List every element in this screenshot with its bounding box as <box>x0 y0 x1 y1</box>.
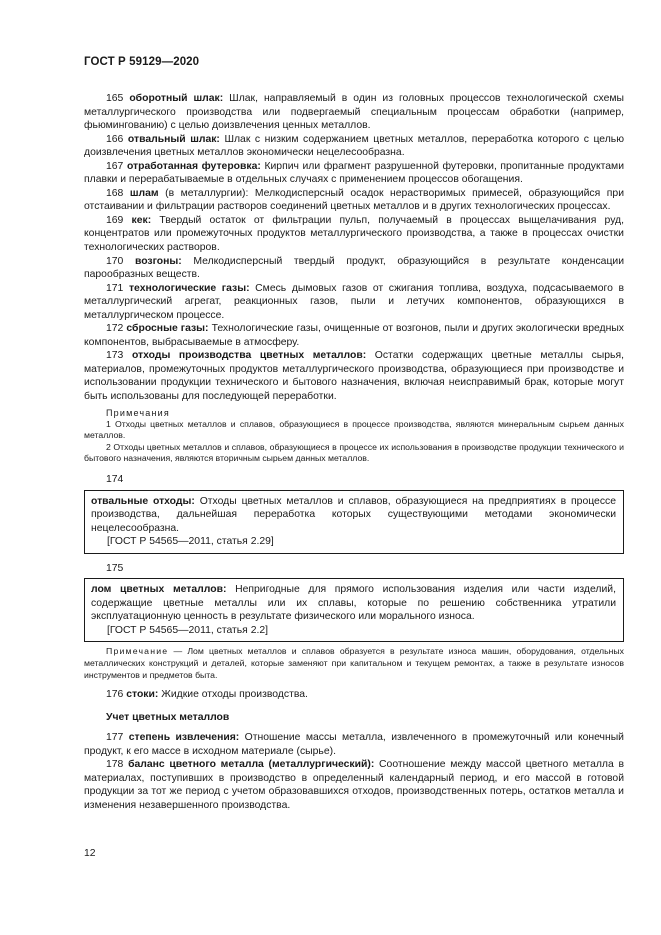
page-number: 12 <box>84 848 96 859</box>
term-definition <box>91 495 616 536</box>
term-entry-171 <box>84 282 624 323</box>
term-name: оборотный шлак: <box>129 93 224 104</box>
term-text: Мелкодисперсный твердый продукт, образующийся в результате конденсации парообразных веществ. <box>84 255 625 281</box>
term-entry-176 <box>84 688 624 702</box>
notes-heading: Примечания <box>106 407 170 418</box>
term-name: кек: <box>131 214 152 226</box>
term-number: 173 <box>106 350 124 362</box>
document-body <box>84 92 624 813</box>
term-entry-168 <box>84 187 624 214</box>
term-name: степень извлечения: <box>128 732 240 744</box>
term-number: 177 <box>106 732 124 744</box>
term-entry-169 <box>84 214 624 255</box>
term-text: Остатки содержащих цветные металлы сырья, материалов, промежуточных продуктов металлургического производства, образующиеся при производстве и использовании продукции технического и бытового назначения, включая неисправимый брак, которые могут быть использованы для последующей переработки. <box>84 350 624 403</box>
term-text: Технологические газы, очищенные от возгонов, пыли и других экологически вредных компонентов, выбрасываемые в атмосферу. <box>84 323 625 348</box>
source-reference: [ГОСТ Р 54565—2011, статья 2.29] <box>107 536 274 548</box>
term-entry-178 <box>84 758 624 812</box>
note-label: Примечание <box>106 646 169 657</box>
document-header: ГОСТ Р 59129—2020 <box>84 56 200 68</box>
note-item: 2 Отходы цветных металлов и сплавов, образующиеся в процессе их использования в производстве продукции технического и бытового назначения, являются вторичным сырьем данных металлов. <box>84 441 624 464</box>
section-title: Учет цветных металлов <box>106 711 230 723</box>
quoted-term-box-174 <box>84 490 624 554</box>
term-entry-173 <box>84 349 624 403</box>
term-number: 169 <box>106 214 124 226</box>
term-number: 178 <box>106 759 124 771</box>
term-name: технологические газы: <box>128 282 250 294</box>
term-entry-177 <box>84 731 624 758</box>
term-text: Шлак, направляемый в один из головных процессов технологической схемы металлургического производства или подвергаемый специальным процессам обработки (например, фьюмингованию) с целью доизвлечения ценных металлов. <box>84 93 625 132</box>
term-name: сбросные газы: <box>126 323 209 335</box>
term-number: 168 <box>106 187 124 199</box>
term-number-174: 174 <box>106 473 124 485</box>
term-name: отвальные отходы: <box>91 495 195 507</box>
note-175 <box>84 646 624 681</box>
term-name: баланс цветного металла (металлургический): <box>128 759 375 771</box>
term-number: 171 <box>106 282 124 294</box>
term-text: Кирпич или фрагмент разрушенной футеровки, пропитанные продуктами плавки и перерабатываемые в отдельных случаях с применением процессов обогащения. <box>84 160 624 186</box>
term-entry-172 <box>84 322 624 349</box>
term-name: лом цветных металлов: <box>91 584 227 596</box>
source-reference: [ГОСТ Р 54565—2011, статья 2.2] <box>107 624 269 636</box>
term-text: Шлак с низким содержанием цветных металлов, переработка которого с целью доизвлечения цветных металлов экономически нецелесообразна. <box>84 133 625 159</box>
term-number: 166 <box>106 133 124 145</box>
term-entry-166 <box>84 133 624 160</box>
term-text: Отношение массы металла, извлеченного в промежуточный или конечный продукт, к его массе в исходном материале (сырье). <box>84 732 624 757</box>
term-name: отвальный шлак: <box>127 133 220 145</box>
term-name: шлам <box>129 187 159 199</box>
term-name: отработанная футеровка: <box>126 160 261 172</box>
term-name: отходы производства цветных металлов: <box>131 350 367 362</box>
terms-list-a <box>84 92 624 404</box>
term-text: Соотношение между массой цветного металла в материалах, поступивших в производство в определенный календарный период, и его массой в готовой продукции за тот же период с учетом образовавшихся отходов, производственных потерь, остатков металла и изменения незавершенного производства. <box>84 759 624 812</box>
term-text: Непригодные для прямого использования изделия или части изделий, содержащие цветные металлы или их сплавы, которые по решению собственника утратили эксплуатационную ценность в результате физического или морального износа. <box>91 584 616 623</box>
quoted-term-box-175 <box>84 578 624 642</box>
note-text: — Лом цветных металлов и сплавов образуется в результате износа машин, оборудования, отдельных металлических конструкций и деталей, которые заменяют при капитальном и текущем ремонтах, а также в результате износов инструментов и предметов быта. <box>84 646 624 680</box>
term-name: возгоны: <box>134 255 182 267</box>
terms-list-b <box>84 731 624 812</box>
term-number-175: 175 <box>106 562 124 574</box>
term-number: 165 <box>106 93 124 104</box>
term-name: стоки: <box>126 689 159 701</box>
term-number: 176 <box>106 689 124 701</box>
term-text: Смесь дымовых газов от сжигания топлива, воздуха, подсасываемого в металлургический агрегат, реакционных газов, пыли и летучих компонентов, образующихся в металлургическом процессе. <box>84 282 625 321</box>
term-text: Отходы цветных металлов и сплавов, образующиеся на предприятиях в процессе производства, дальнейшая переработка которых существующими методами экономически нецелесообразна. <box>91 495 617 534</box>
term-entry-167 <box>84 160 624 187</box>
term-number: 172 <box>106 323 124 335</box>
term-entry-170 <box>84 255 624 282</box>
term-definition <box>91 583 616 624</box>
term-text: Жидкие отходы производства. <box>161 689 308 701</box>
term-number: 170 <box>106 255 124 267</box>
term-text: Твердый остаток от фильтрации пульп, получаемый в процессах выщелачивания руд, концентратов или промежуточных продуктов металлургического производства, а также в процессах очистки технологических растворов. <box>84 214 625 254</box>
term-text: (в металлургии): Мелкодисперсный осадок нерастворимых примесей, образующийся при отстаивании и фильтрации растворов соединений цветных металлов и в других технологических процессах. <box>84 187 624 213</box>
term-number: 167 <box>106 160 124 172</box>
term-entry-165 <box>84 92 624 133</box>
note-item: 1 Отходы цветных металлов и сплавов, образующиеся в процессе производства, являются минеральным сырьем данных металлов. <box>84 418 624 441</box>
